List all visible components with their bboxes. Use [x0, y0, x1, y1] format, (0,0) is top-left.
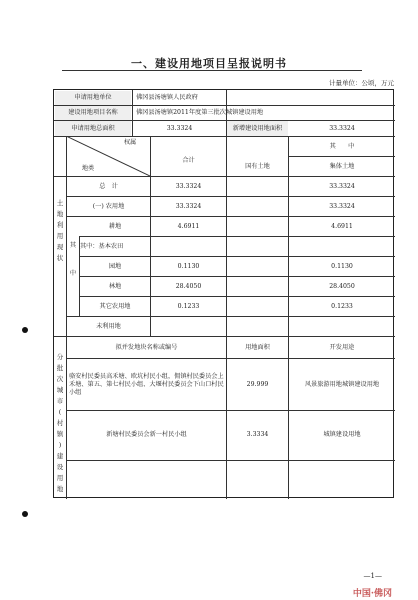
- page-number: —1—: [363, 572, 382, 580]
- batch-row-name: 骆安村民委员高禾塘、欧坑村民小组，佣镇村民委员会上禾塘、第五、第七村民小组、大堰村民委员会下山口村民小组: [69, 372, 224, 396]
- project-value: 佛冈县汤塘镇2011年度第三批次城镇建设用地: [136, 109, 264, 116]
- side-qi: 其: [69, 242, 77, 249]
- collective-land-value: [289, 237, 395, 256]
- collective-land-value: 4.6911: [331, 222, 353, 230]
- batch-row-name: 新塘村民委员会新一村民小组: [106, 431, 187, 438]
- land-category-label: 总 计: [99, 182, 118, 190]
- state-land-value: [227, 297, 288, 316]
- total-area-label: 申请用地总面积: [55, 121, 131, 136]
- total-value: 33.3324: [175, 202, 202, 210]
- total-area-value: 33.3324: [166, 124, 193, 132]
- watermark: 中国·佛冈: [352, 589, 392, 599]
- state-land-header: 国有土地: [245, 162, 270, 170]
- total-value: 0.1130: [177, 262, 200, 270]
- binding-hole: [22, 511, 28, 517]
- state-land-value: [227, 237, 288, 256]
- batch-use-header: 开发用途: [329, 343, 355, 351]
- new-construction-value: 33.3324: [329, 124, 355, 132]
- land-usage-side-label: 土 地 利 用 现 状: [56, 199, 64, 262]
- land-category-label: 未利用地: [96, 322, 121, 330]
- collective-land-value: 28.4050: [329, 282, 355, 290]
- land-category-label: 其中：基本农田: [80, 242, 124, 250]
- applicant-value: 佛冈县汤塘镇人民政府: [136, 94, 198, 101]
- land-category-label: 园地: [108, 262, 122, 270]
- other-column-header: 其 中: [329, 142, 355, 150]
- collective-land-value: 0.1130: [331, 262, 353, 270]
- collective-land-header: 集体土地: [329, 162, 355, 170]
- state-land-value: [227, 177, 288, 196]
- total-value: [151, 317, 226, 336]
- land-category-label: 耕地: [108, 222, 122, 230]
- applicant-label: 申请用地单位: [55, 91, 131, 105]
- project-label: 建设用地项目名称: [55, 106, 131, 120]
- row-rule: [66, 358, 395, 359]
- document-title: 一、建设用地项目呈报说明书: [131, 57, 287, 70]
- batch-row-use: 城镇建设用地: [323, 431, 361, 438]
- land-category-label: 林地: [108, 282, 122, 290]
- batch-row-area: 3.3334: [246, 431, 269, 438]
- batch-area-header: 用地面积: [245, 343, 270, 351]
- side-zhong: 中: [69, 270, 77, 277]
- collective-land-value: [289, 317, 395, 336]
- unit-note: 计量单位：公顷，万元: [329, 79, 394, 87]
- collective-land-value: 33.3324: [329, 202, 355, 210]
- binding-hole: [22, 327, 28, 333]
- collective-land-value: 0.1233: [331, 302, 353, 310]
- diag-top-label: 权属: [123, 139, 137, 146]
- batch-side-label: 分 批 次 城 市 ( 村 镇 ) 建 设 用 地: [56, 353, 64, 493]
- state-land-value: [227, 277, 288, 296]
- title-underline: [62, 70, 362, 71]
- batch-name-header: 拟并发地块名称或编号: [115, 343, 178, 351]
- total-value: 0.1233: [177, 302, 200, 310]
- total-column-header: 合计: [182, 157, 195, 164]
- state-land-value: [227, 217, 288, 236]
- batch-row-area: 29.999: [246, 380, 269, 388]
- state-land-value: [227, 257, 288, 276]
- total-value: 4.6911: [177, 222, 200, 230]
- diag-bottom-label: 地类: [81, 165, 95, 172]
- row-rule: [66, 460, 395, 461]
- state-land-value: [227, 317, 288, 336]
- land-category-label: 其它农用地: [99, 302, 131, 310]
- total-value: 28.4050: [175, 282, 202, 290]
- batch-row-use: 风景旅游用地城镇建设用地: [304, 380, 380, 388]
- collective-land-value: 33.3324: [329, 182, 355, 190]
- project-table: [53, 89, 394, 498]
- land-category-label: (一) 农用地: [92, 202, 125, 210]
- total-value: 33.3324: [175, 182, 202, 190]
- state-land-value: [227, 197, 288, 216]
- new-construction-label: 新增建设用地面积: [227, 121, 288, 136]
